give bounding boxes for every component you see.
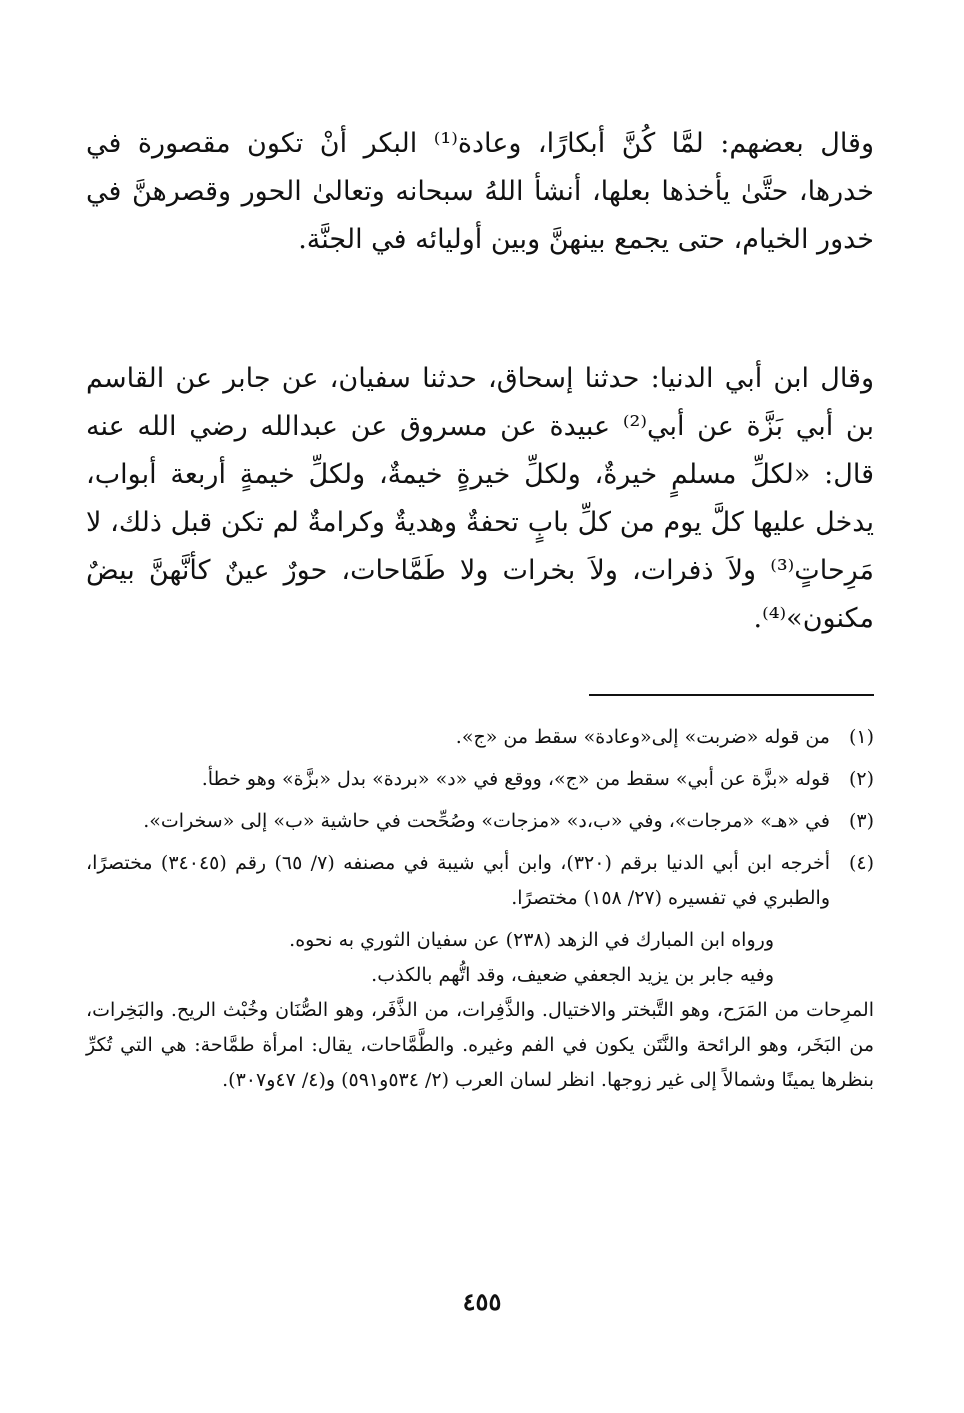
page-number: ٤٥٥ bbox=[462, 1287, 502, 1316]
footnote-4 bbox=[86, 846, 874, 916]
paragraph-text: وقال بعضهم: لمَّا كُنَّ أبكارًا، وعادة⁽¹⁾ البكر أنْ تكون مقصورة في خدرها، حتَّىٰ يأخذها بعلها، أنشأ اللهُ سبحانه وتعالىٰ الحور وقصرهنَّ في خدور الخيام، حتى يجمع بينهنَّ وبين أوليائه في الجنَّة. bbox=[86, 128, 874, 255]
footnotes-section bbox=[86, 720, 874, 1098]
footnote-4-grading: وفيه جابر بن يزيد الجعفي ضعيف، وقد اتُّهم بالكذب. bbox=[371, 964, 774, 986]
footnote-number: (٢) bbox=[848, 768, 874, 790]
footnote-text: أخرجه ابن أبي الدنيا برقم (٣٢٠)، وابن أبي شيبة في مصنفه (٧/ ٦٥) رقم (٣٤٠٤٥) مختصرًا، والطبري في تفسيره (٢٧/ ١٥٨) مختصرًا. bbox=[86, 852, 831, 909]
footnote-text: قوله «بزَّة عن أبي» سقط من «ج»، ووقع في «د» «بردة» بدل «بزَّة» وهو خطأ. bbox=[201, 768, 830, 790]
footnote-4-narration: ورواه ابن المبارك في الزهد (٢٣٨) عن سفيان الثوري به نحوه. bbox=[289, 929, 774, 951]
footnote-4-glossary: المرِحات من المَرَح، وهو التَّبختر والاختيال. والذَّفِرات، من الذَّفَر، وهو الصُّنَان وخُبْث الريح. والبَخِرات، من البَخَر، وهو الرائحة والنَّتَن يكون في الفم وغيره. والطَّمَّاحات، يقال: امرأة طمَّاحة: هي التي تُكرِّ بنظرها يمينًا وشمالاً إلى غير زوجها. انظر لسان العرب (٢/ ٥٣٤و٥٩١) و(٤/ ٤٧و٣٠٧). bbox=[86, 999, 874, 1091]
footnote-number: (٣) bbox=[848, 810, 874, 832]
body-paragraph-1 bbox=[86, 120, 874, 264]
footnote-number: (١) bbox=[848, 726, 874, 748]
footnote-separator bbox=[589, 694, 874, 696]
footnote-body bbox=[86, 846, 830, 916]
footnote-number: (٤) bbox=[848, 852, 874, 874]
footnote-text: من قوله «ضربت» إلى«وعادة» سقط من «ج». bbox=[455, 726, 830, 748]
footnote-1 bbox=[86, 720, 874, 755]
footnote-2 bbox=[86, 762, 874, 797]
footnote-text: في «هـ» «مرجات»، وفي «ب،د» «مزجات» وصُحِّحت في حاشية «ب» إلى «سخرات». bbox=[143, 810, 830, 832]
paragraph-text: وقال ابن أبي الدنيا: حدثنا إسحاق، حدثنا سفيان، عن جابر عن القاسم بن أبي بَزَّة عن أبي⁽²⁾ عبيدة عن مسروق عن عبدالله رضي الله عنه قال: «لكلِّ مسلمٍ خيرةٌ، ولكلِّ خيرةٍ خيمةٌ، ولكلِّ خيمةٍ أربعة أبواب، يدخل عليها كلَّ يوم من كلِّ بابٍ تحفةٌ وهديةٌ وكرامةٌ لم تكن قبل ذلك، لا مَرِحاتٍ⁽³⁾ ولاَ ذفرات، ولاَ بخرات ولا طَمَّاحات، حورٌ عينٌ كأنَّهنَّ بيضٌ مكنون»⁽⁴⁾. bbox=[86, 363, 874, 634]
footnote-3 bbox=[86, 804, 874, 839]
body-paragraph-2 bbox=[86, 355, 874, 643]
